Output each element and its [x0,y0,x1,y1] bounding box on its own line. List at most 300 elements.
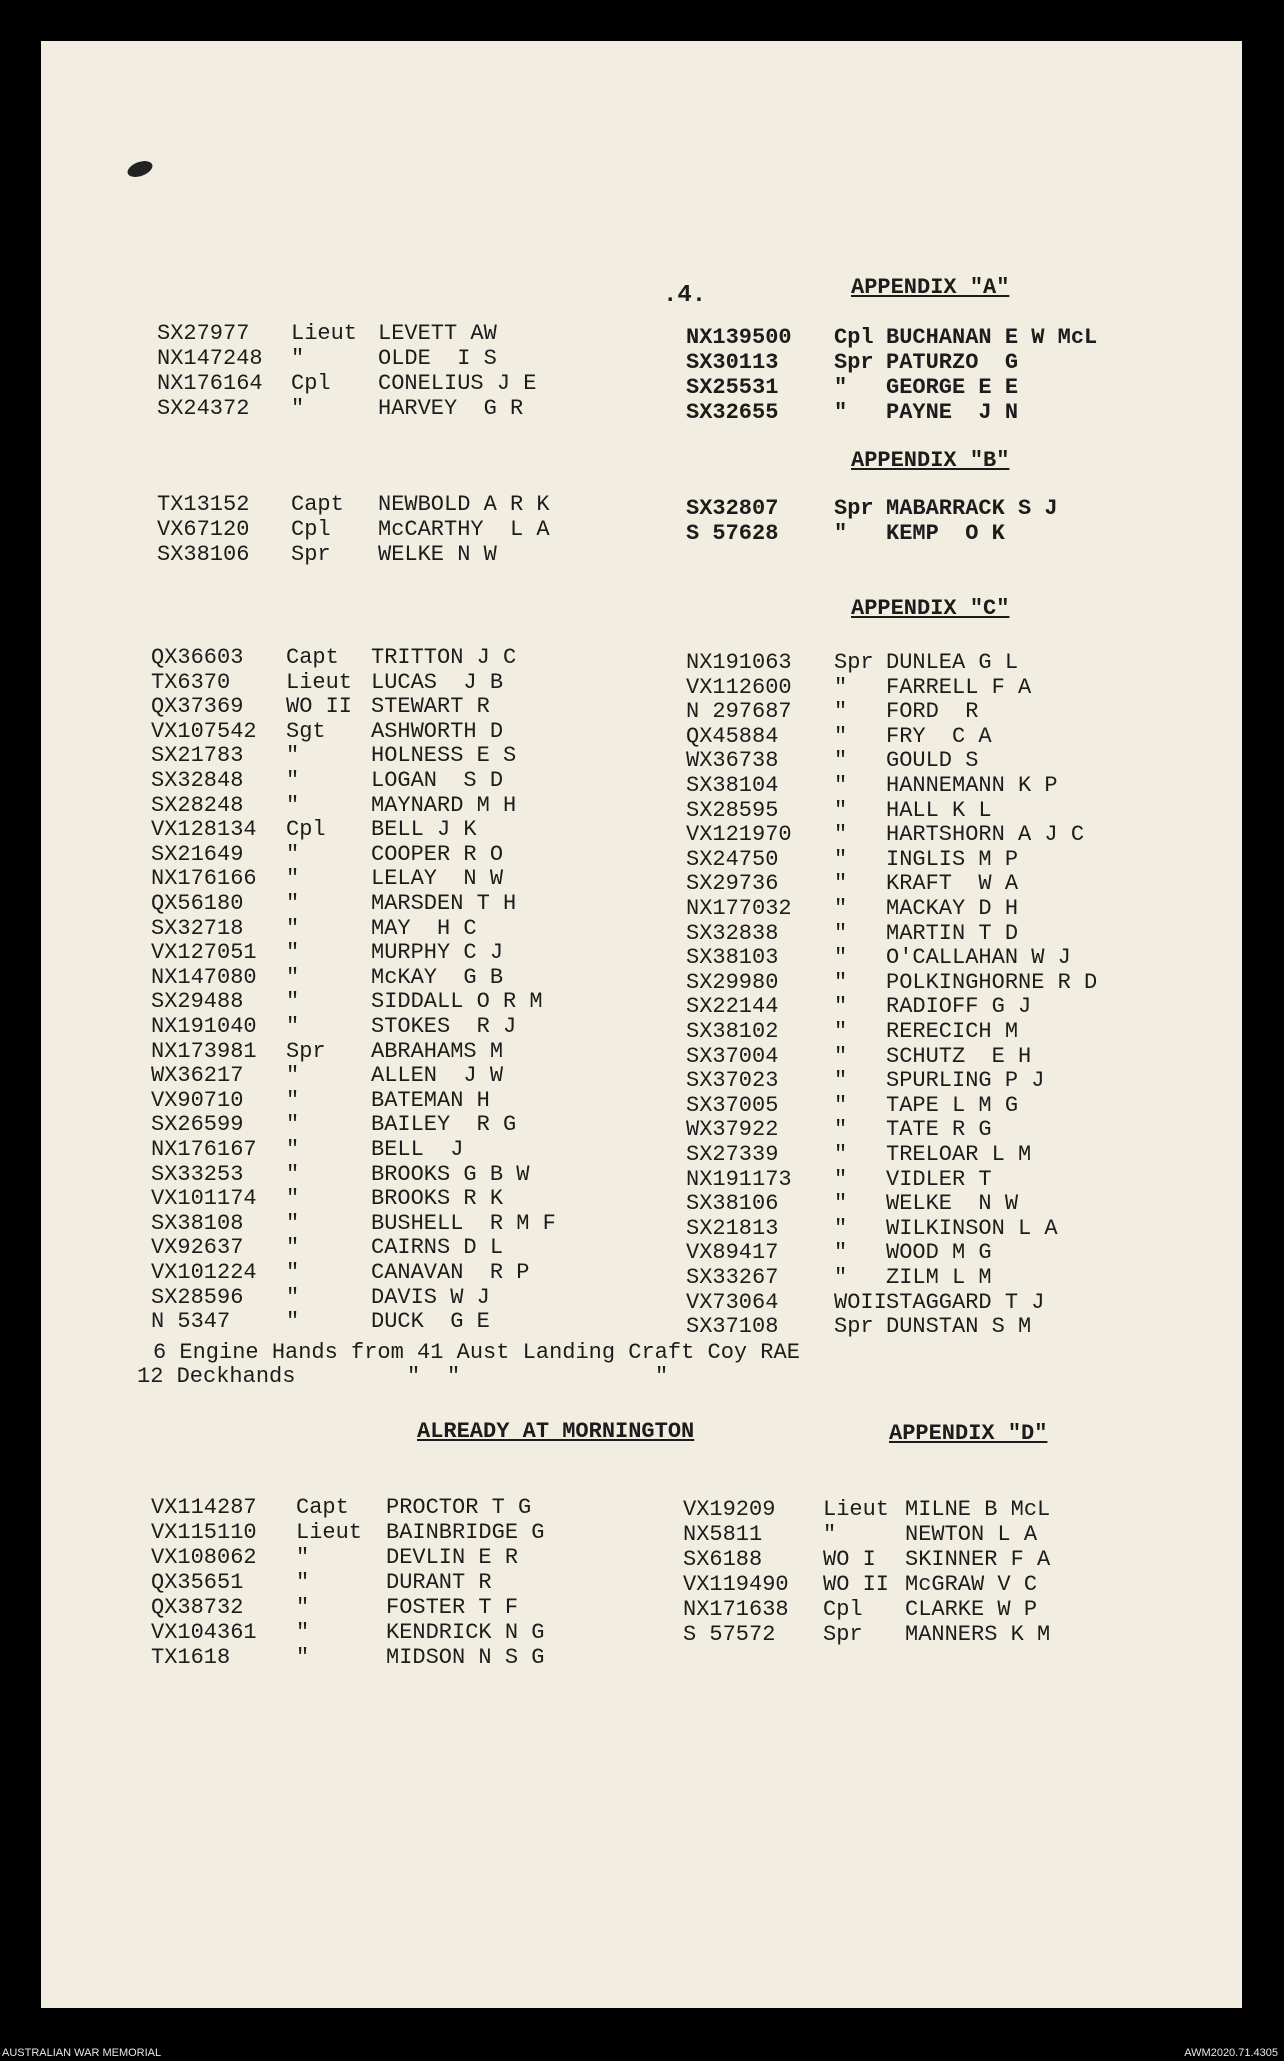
service-number: VX127051 [151,940,257,966]
service-number: NX177032 [686,896,792,921]
rank: " [286,1309,300,1335]
list-row [686,1068,1246,1094]
rank: Spr [834,1314,874,1340]
list-row [157,396,717,422]
list-row [151,793,711,819]
name: LELAY N W [371,866,504,892]
rank: " [286,1210,300,1236]
name: MAY H C [371,915,477,941]
name: DURANT R [386,1570,492,1595]
service-number: SX22144 [686,994,779,1020]
engine-hands-note: 6 Engine Hands from 41 Aust Landing Craft Coy RAE [153,1340,800,1365]
list-row [151,1039,711,1065]
service-number: SX25531 [686,375,779,400]
list-row [151,768,711,794]
service-number: SX26599 [151,1112,244,1138]
deckhands-note: 12 Deckhands [137,1364,296,1389]
service-number: NX147248 [157,346,263,371]
service-number: VX128134 [151,817,257,843]
list-row [686,375,1246,401]
name: ALLEN J W [371,1063,504,1089]
rank: WO II [823,1572,890,1597]
rank: " [286,1235,300,1261]
rank: " [834,1215,848,1241]
service-number: NX191063 [686,650,792,675]
list-row [151,1014,711,1040]
name: MIDSON N S G [386,1645,545,1670]
list-row [686,1216,1246,1242]
service-number: VX19209 [683,1497,776,1522]
name: ASHWORTH D [371,718,504,744]
service-number: NX139500 [686,325,792,350]
rank: " [834,920,848,946]
list-row [151,965,711,991]
name: BUSHELL R M F [371,1210,556,1236]
rank: " [834,723,848,749]
name: MARSDEN T H [371,891,517,916]
name: COOPER R O [371,841,504,867]
list-row [686,847,1246,873]
list-row [686,1093,1246,1119]
list-row [686,650,1246,676]
rank: " [834,1240,848,1266]
rank: " [834,699,848,725]
service-number: SX32807 [686,496,779,521]
list-row [151,670,711,696]
list-row [686,921,1246,947]
name: FARRELL F A [886,674,1032,700]
name: LUCAS J B [371,669,504,695]
name: CAIRNS D L [371,1235,504,1261]
name: McCARTHY L A [378,517,550,542]
name: DAVIS W J [371,1284,490,1310]
name: KRAFT W A [886,871,1019,897]
service-number: NX176164 [157,371,263,396]
list-row [151,1595,711,1621]
name: BROOKS G B W [371,1161,530,1187]
name: WELKE N W [886,1191,1019,1217]
list-row [151,891,711,917]
rank: " [296,1570,310,1595]
ditto-mark: " [447,1364,461,1389]
service-number: QX37369 [151,694,244,720]
name: PAYNE J N [886,400,1019,425]
rank: " [834,871,848,897]
service-number: SX38102 [686,1019,779,1044]
name: FOSTER T F [386,1595,519,1620]
name: SIDDALL O R M [371,989,543,1015]
rank: " [834,1117,848,1143]
rank: " [296,1595,310,1620]
rank: " [286,1087,300,1113]
service-number: QX56180 [151,891,244,916]
list-row [151,1285,711,1311]
name: PROCTOR T G [386,1495,532,1520]
list-row [686,350,1246,376]
list-row [686,1240,1246,1266]
service-number: NX191173 [686,1166,792,1192]
service-number: SX32655 [686,400,779,425]
list-row [686,675,1246,701]
list-row [686,1191,1246,1217]
service-number: N 297687 [686,699,792,725]
service-number: SX37023 [686,1068,779,1094]
name: BATEMAN H [371,1087,490,1113]
list-row [157,517,717,543]
rank: Spr [834,650,874,675]
rank: " [834,797,848,823]
list-row [686,896,1246,922]
rank: " [834,1019,848,1044]
list-row [686,325,1246,351]
service-number: N 5347 [151,1309,231,1335]
list-row [686,970,1246,996]
service-number: SX38106 [157,542,250,567]
list-row [683,1547,1243,1573]
name: FRY C A [886,723,992,749]
rank: Capt [286,645,339,670]
service-number: SX32718 [151,915,244,941]
rank: " [286,768,300,793]
service-number: VX115110 [151,1520,257,1545]
name: GEORGE E E [886,375,1019,400]
rank: " [286,866,300,892]
name: LEVETT AW [378,321,497,346]
rank: Lieut [291,321,358,346]
mornington-heading: ALREADY AT MORNINGTON [417,1419,695,1444]
name: GOULD S [886,748,979,774]
service-number: NX147080 [151,964,257,990]
service-number: SX33267 [686,1265,779,1290]
name: SKINNER F A [905,1547,1051,1572]
name: NEWBOLD A R K [378,492,550,517]
service-number: WX37922 [686,1117,779,1143]
service-number: SX29980 [686,969,779,995]
name: TRELOAR L M [886,1142,1032,1167]
name: MURPHY C J [371,940,504,966]
service-number: VX67120 [157,517,250,542]
service-number: SX24372 [157,396,250,421]
service-number: VX101224 [151,1260,257,1285]
list-row [157,321,717,347]
rank: " [834,846,848,872]
list-row [157,492,717,518]
list-row [686,1044,1246,1070]
list-row [686,724,1246,750]
rank: Sgt [286,718,326,744]
name: MANNERS K M [905,1622,1051,1647]
name: KENDRICK N G [386,1620,545,1645]
service-number: S 57572 [683,1622,776,1647]
list-row [157,346,717,372]
name: McGRAW V C [905,1572,1038,1597]
name: WELKE N W [378,542,497,567]
list-row [686,1265,1246,1291]
rank: Spr [286,1038,326,1064]
rank: " [834,773,848,798]
service-number: SX32848 [151,768,244,793]
name: CLARKE W P [905,1597,1038,1622]
rank: Cpl [834,325,874,350]
service-number: TX1618 [151,1645,231,1670]
service-number: VX104361 [151,1620,257,1645]
name: RERECICH M [886,1019,1019,1044]
list-row [686,822,1246,848]
rank: WO II [286,694,353,720]
rank: " [286,964,300,990]
list-row [686,521,1246,547]
name: TRITTON J C [371,645,517,670]
rank: " [834,1142,848,1167]
name: NEWTON L A [905,1522,1038,1547]
rank: Cpl [286,817,326,843]
rank: " [286,1014,300,1039]
rank: " [286,891,300,916]
service-number: NX171638 [683,1597,789,1622]
service-number: VX114287 [151,1495,257,1520]
rank: " [834,1043,848,1069]
service-number: TX6370 [151,669,231,695]
list-row [151,916,711,942]
name: OLDE I S [378,346,497,371]
name: FORD R [886,699,979,725]
service-number: SX27977 [157,321,250,346]
name: ZILM L M [886,1265,992,1290]
rank: Capt [296,1495,349,1520]
service-number: VX89417 [686,1240,779,1266]
service-number: VX112600 [686,674,792,700]
name: RADIOFF G J [886,994,1032,1020]
name: MILNE B McL [905,1497,1051,1522]
list-row [151,842,711,868]
rank: " [296,1645,310,1670]
rank: WO I [823,1547,876,1572]
service-number: SX28595 [686,797,779,823]
rank: " [286,989,300,1015]
rank: Spr [834,496,874,521]
rank: " [286,1112,300,1138]
appendix-a-heading: APPENDIX "A" [851,275,1010,300]
appendix-c-heading: APPENDIX "C" [851,596,1010,621]
rank: " [834,1166,848,1192]
service-number: VX90710 [151,1087,244,1113]
rank: " [834,748,848,774]
name: BAILEY R G [371,1112,517,1138]
name: HALL K L [886,797,992,823]
list-row [151,989,711,1015]
list-row [686,994,1246,1020]
list-row [686,699,1246,725]
list-row [151,1495,711,1521]
service-number: SX28596 [151,1284,244,1310]
list-row [151,1570,711,1596]
service-number: QX35651 [151,1570,244,1595]
list-row [686,1290,1246,1316]
rank: " [834,945,848,971]
list-row [151,1520,711,1546]
list-row [157,371,717,397]
rank: " [286,841,300,867]
list-row [683,1572,1243,1598]
rank: " [834,822,848,848]
service-number: NX5811 [683,1522,763,1547]
rank: Lieut [823,1497,890,1522]
list-row [686,1142,1246,1168]
list-row [683,1522,1243,1548]
list-row [686,400,1246,426]
name: BELL J [371,1137,464,1162]
rank: " [834,375,848,400]
service-number: QX36603 [151,645,244,670]
service-number: SX29488 [151,989,244,1015]
service-number: NX176167 [151,1137,257,1162]
list-row [686,871,1246,897]
name: CONELIUS J E [378,371,537,396]
document-page [41,41,1242,2008]
service-number: VX101174 [151,1186,257,1212]
service-number: S 57628 [686,521,779,546]
page-number: .4. [663,282,707,309]
list-row [151,940,711,966]
rank: Lieut [286,669,353,695]
name: HOLNESS E S [371,743,517,769]
service-number: VX119490 [683,1572,789,1597]
ditto-mark: " [407,1364,421,1389]
name: STOKES R J [371,1014,517,1039]
service-number: TX13152 [157,492,250,517]
service-number: VX108062 [151,1545,257,1570]
service-number: SX21783 [151,743,244,769]
name: PATURZO G [886,350,1019,375]
name: STAGGARD T J [886,1289,1045,1315]
name: MAYNARD M H [371,792,517,818]
service-number: VX73064 [686,1289,779,1315]
name: HARTSHORN A J C [886,822,1085,848]
name: DEVLIN E R [386,1545,519,1570]
list-row [151,1211,711,1237]
list-row [686,1019,1246,1045]
rank: " [834,674,848,700]
service-number: SX24750 [686,846,779,872]
service-number: SX21813 [686,1215,779,1241]
rank: " [834,1068,848,1094]
rank: " [834,400,848,425]
name: DUNSTAN S M [886,1314,1032,1340]
service-number: SX29736 [686,871,779,897]
rank: " [823,1522,837,1547]
list-row [151,1645,711,1671]
service-number: VX121970 [686,822,792,848]
name: BELL J K [371,817,477,843]
rank: " [834,1265,848,1290]
appendix-b-heading: APPENDIX "B" [851,448,1010,473]
service-number: SX30113 [686,350,779,375]
rank: Capt [291,492,344,517]
rank: " [296,1545,310,1570]
service-number: NX191040 [151,1014,257,1039]
service-number: SX6188 [683,1547,763,1572]
name: SCHUTZ E H [886,1043,1032,1069]
service-number: NX173981 [151,1038,257,1064]
list-row [686,773,1246,799]
list-row [151,719,711,745]
name: MACKAY D H [886,896,1019,921]
name: KEMP O K [886,521,1005,546]
list-row [151,743,711,769]
rank: " [834,896,848,921]
name: VIDLER T [886,1166,992,1192]
list-row [686,748,1246,774]
footer-left: AUSTRALIAN WAR MEMORIAL [2,2047,162,2059]
rank: " [296,1620,310,1645]
name: LOGAN S D [371,768,504,793]
rank: " [291,346,305,371]
list-row [151,1545,711,1571]
list-row [683,1497,1243,1523]
service-number: SX37004 [686,1043,779,1069]
list-row [151,1309,711,1335]
name: POLKINGHORNE R D [886,969,1098,995]
name: MARTIN T D [886,920,1019,946]
name: MABARRACK S J [886,496,1058,521]
service-number: QX38732 [151,1595,244,1620]
rank: " [834,969,848,995]
list-row [151,1137,711,1163]
list-row [151,694,711,720]
service-number: SX37005 [686,1092,779,1118]
list-row [151,1088,711,1114]
name: HARVEY G R [378,396,524,421]
service-number: SX38108 [151,1210,244,1236]
rank: " [286,1063,300,1089]
service-number: QX45884 [686,723,779,749]
name: HANNEMANN K P [886,773,1058,798]
rank: Spr [823,1622,863,1647]
list-row [686,1117,1246,1143]
service-number: NX176166 [151,866,257,892]
ditto-mark: " [655,1364,669,1389]
list-row [157,542,717,568]
name: WOOD M G [886,1240,992,1266]
footer-right: AWM2020.71.4305 [1184,2047,1278,2059]
rank: " [834,994,848,1020]
list-row [683,1597,1243,1623]
rank: " [286,1161,300,1187]
name: INGLIS M P [886,846,1019,872]
rank: Spr [834,350,874,375]
service-number: SX38103 [686,945,779,971]
name: BAINBRIDGE G [386,1520,545,1545]
service-number: SX27339 [686,1142,779,1167]
list-row [151,1186,711,1212]
service-number: SX38104 [686,773,779,798]
list-row [683,1622,1243,1648]
list-row [151,1235,711,1261]
list-row [151,645,711,671]
rank: " [286,743,300,769]
name: BUCHANAN E W McL [886,325,1098,350]
name: ABRAHAMS M [371,1038,504,1064]
rank: Cpl [291,371,331,396]
ink-spot [125,158,154,180]
list-row [151,1162,711,1188]
name: TAPE L M G [886,1092,1019,1118]
rank: " [286,1137,300,1162]
service-number: SX21649 [151,841,244,867]
rank: " [286,915,300,941]
service-number: SX37108 [686,1314,779,1340]
rank: " [291,396,305,421]
